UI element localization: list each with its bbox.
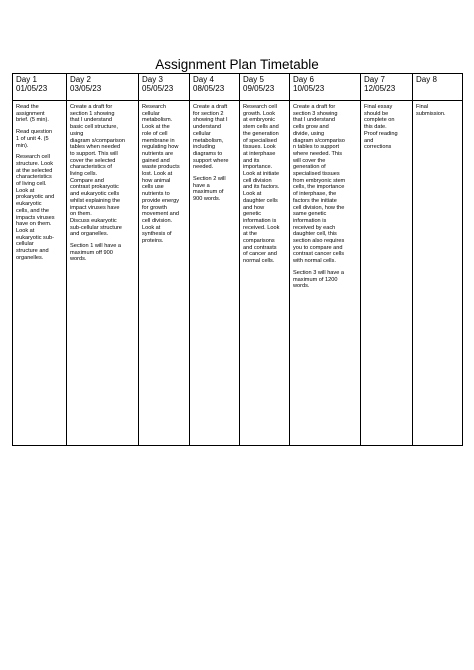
task-text: Read the assignment brief. (5 min).	[16, 104, 49, 124]
day-date: 10/05/23	[293, 84, 325, 93]
day-name: Day 5	[243, 75, 264, 84]
task-text: Research cellular metabolism. Look at the role of cell membrane in regulating how nutrients are gained and waste products lost. Look at how animal cells use nutrients to provide energy for growth movement and cell division. Look at synthesis of proteins.	[142, 104, 180, 245]
day-tasks-cell	[139, 101, 190, 446]
day-tasks-cell	[67, 101, 139, 446]
header-row	[13, 74, 463, 101]
day-date: 05/05/23	[142, 84, 174, 93]
task-text: Final essay should be complete on this date. Proof reading and corrections	[364, 104, 398, 151]
task-text: Research cell structure. Look at the selected characteristics of living cell. Look at prokaryotic and eukaryotic cells, and the impacts viruses have on them. Look at eukaryotic sub- cellular structure and organelles.	[16, 154, 55, 261]
day-header	[240, 74, 290, 101]
task-text: Final submission.	[416, 104, 446, 117]
day-name: Day 4	[193, 75, 214, 84]
day-tasks-cell	[190, 101, 240, 446]
task-text: Create a draft for section 2 showing that I understand cellular metabolism, including diagrams to support where needed.	[193, 104, 229, 171]
day-name: Day 3	[142, 75, 163, 84]
task-text: Research cell growth. Look at embryonic stem cells and the generation of specialised tissues. Look at interphase and its importance. Look at initiate cell division and its factors. Look at daughter cells and how genetic information is received. Look at the comparisons and contrasts of cancer and normal cells.	[243, 104, 280, 265]
task-text: Create a draft for section 1 showing that I understand basic cell structure, using diagram s/comparison tables when needed to support. This will cover the selected characteristics of living cells. Compare and contrast prokaryotic and eukaryotic cells whilst explaining the impact viruses have on them. Discuss eukaryotic sub-cellular structure and organelles.	[70, 104, 126, 238]
day-tasks-cell	[13, 101, 67, 446]
day-name: Day 6	[293, 75, 314, 84]
day-header	[190, 74, 240, 101]
day-header	[67, 74, 139, 101]
tasks-row	[13, 101, 463, 446]
page-title: Assignment Plan Timetable	[155, 57, 319, 72]
day-tasks-cell	[361, 101, 413, 446]
day-date: 03/05/23	[70, 84, 102, 93]
task-text: Section 2 will have a maximum of 900 words.	[193, 176, 226, 203]
day-tasks-cell	[240, 101, 290, 446]
day-date: 12/05/23	[364, 84, 396, 93]
day-header	[290, 74, 361, 101]
day-name: Day 7	[364, 75, 385, 84]
task-text: Section 1 will have a maximum off 900 words.	[70, 243, 121, 263]
day-name: Day 2	[70, 75, 91, 84]
task-text: Section 3 will have a maximum of 1200 words.	[293, 269, 344, 290]
day-date: 01/05/23	[16, 84, 48, 93]
task-text: Read question 1 of unit 4. (5 min).	[16, 129, 53, 149]
day-tasks-cell	[413, 101, 463, 446]
timetable	[12, 73, 463, 446]
day-header	[139, 74, 190, 101]
day-header	[361, 74, 413, 101]
day-header	[413, 74, 463, 101]
day-date: 09/05/23	[243, 84, 275, 93]
day-tasks-cell	[290, 101, 361, 446]
day-date: 08/05/23	[193, 84, 225, 93]
task-text: Create a draft for section 3 showing that I understand cells grow and divide, using diagram s/compariso n tables to support where needed. This will cover the generation of specialised tissues from embryonic stem cells, the importance of interphase, the factors the initiate cell division, how the same genetic information is received by each daughter cell, this section also requires you to compare and contrast cancer cells with normal cells.	[293, 104, 346, 265]
day-name: Day 1	[16, 75, 37, 84]
day-name: Day 8	[416, 75, 437, 84]
day-header	[13, 74, 67, 101]
